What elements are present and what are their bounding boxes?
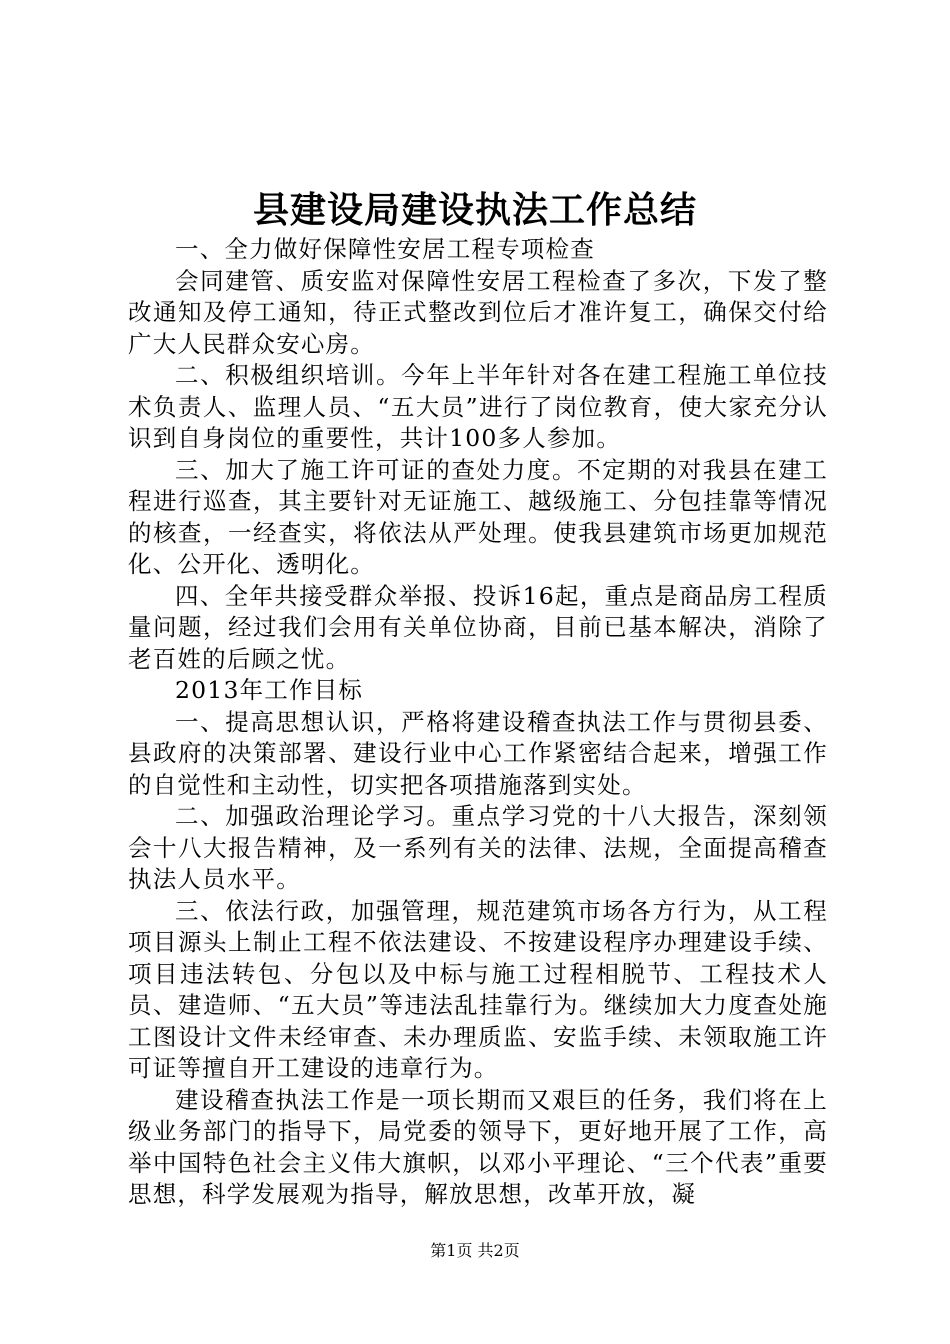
- paragraph: 会同建管、质安监对保障性安居工程检查了多次，下发了整改通知及停工通知，待正式整改到位后才准许复工，确保交付给广大人民群众安心房。: [128, 266, 828, 358]
- page-footer: 第1页 共2页: [430, 1241, 520, 1260]
- paragraph: 二、积极组织培训。今年上半年针对各在建工程施工单位技术负责人、监理人员、“五大员”进行了岗位教育，使大家充分认识到自身岗位的重要性，共计100多人参加。: [128, 361, 828, 452]
- paragraph: 四、全年共接受群众举报、投诉16起，重点是商品房工程质量问题，经过我们会用有关单位协商，目前已基本解决，消除了老百姓的后顾之忧。: [128, 581, 828, 673]
- paragraph: 一、提高思想认识，严格将建设稽查执法工作与贯彻县委、县政府的决策部署、建设行业中心工作紧密结合起来，增强工作的自觉性和主动性，切实把各项措施落到实处。: [128, 707, 828, 799]
- paragraph: 三、加大了施工许可证的查处力度。不定期的对我县在建工程进行巡查，其主要针对无证施工、越级施工、分包挂靠等情况的核查，一经查实，将依法从严处理。使我县建筑市场更加规范化、公开化、透明化。: [128, 455, 828, 578]
- section-heading: 一、全力做好保障性安居工程专项检查: [175, 235, 595, 263]
- document-body: [128, 234, 828, 1211]
- document-title: 县建设局建设执法工作总结: [252, 189, 697, 231]
- section-heading: 2013年工作目标: [175, 676, 364, 704]
- paragraph: 建设稽查执法工作是一项长期而又艰巨的任务，我们将在上级业务部门的指导下，局党委的领导下，更好地开展了工作，高举中国特色社会主义伟大旗帜，以邓小平理论、“三个代表”重要思想，科学发展观为指导，解放思想，改革开放，凝: [128, 1085, 828, 1208]
- paragraph: 二、加强政治理论学习。重点学习党的十八大报告，深刻领会十八大报告精神，及一系列有关的法律、法规，全面提高稽查执法人员水平。: [128, 802, 828, 893]
- paragraph: 三、依法行政，加强管理，规范建筑市场各方行为，从工程项目源头上制止工程不依法建设、不按建设程序办理建设手续、项目违法转包、分包以及中标与施工过程相脱节、工程技术人员、建造师、“五大员”等违法乱挂靠行为。继续加大力度查处施工图设计文件未经审查、未办理质监、安监手续、未领取施工许可证等擅自开工建设的违章行为。: [128, 896, 828, 1082]
